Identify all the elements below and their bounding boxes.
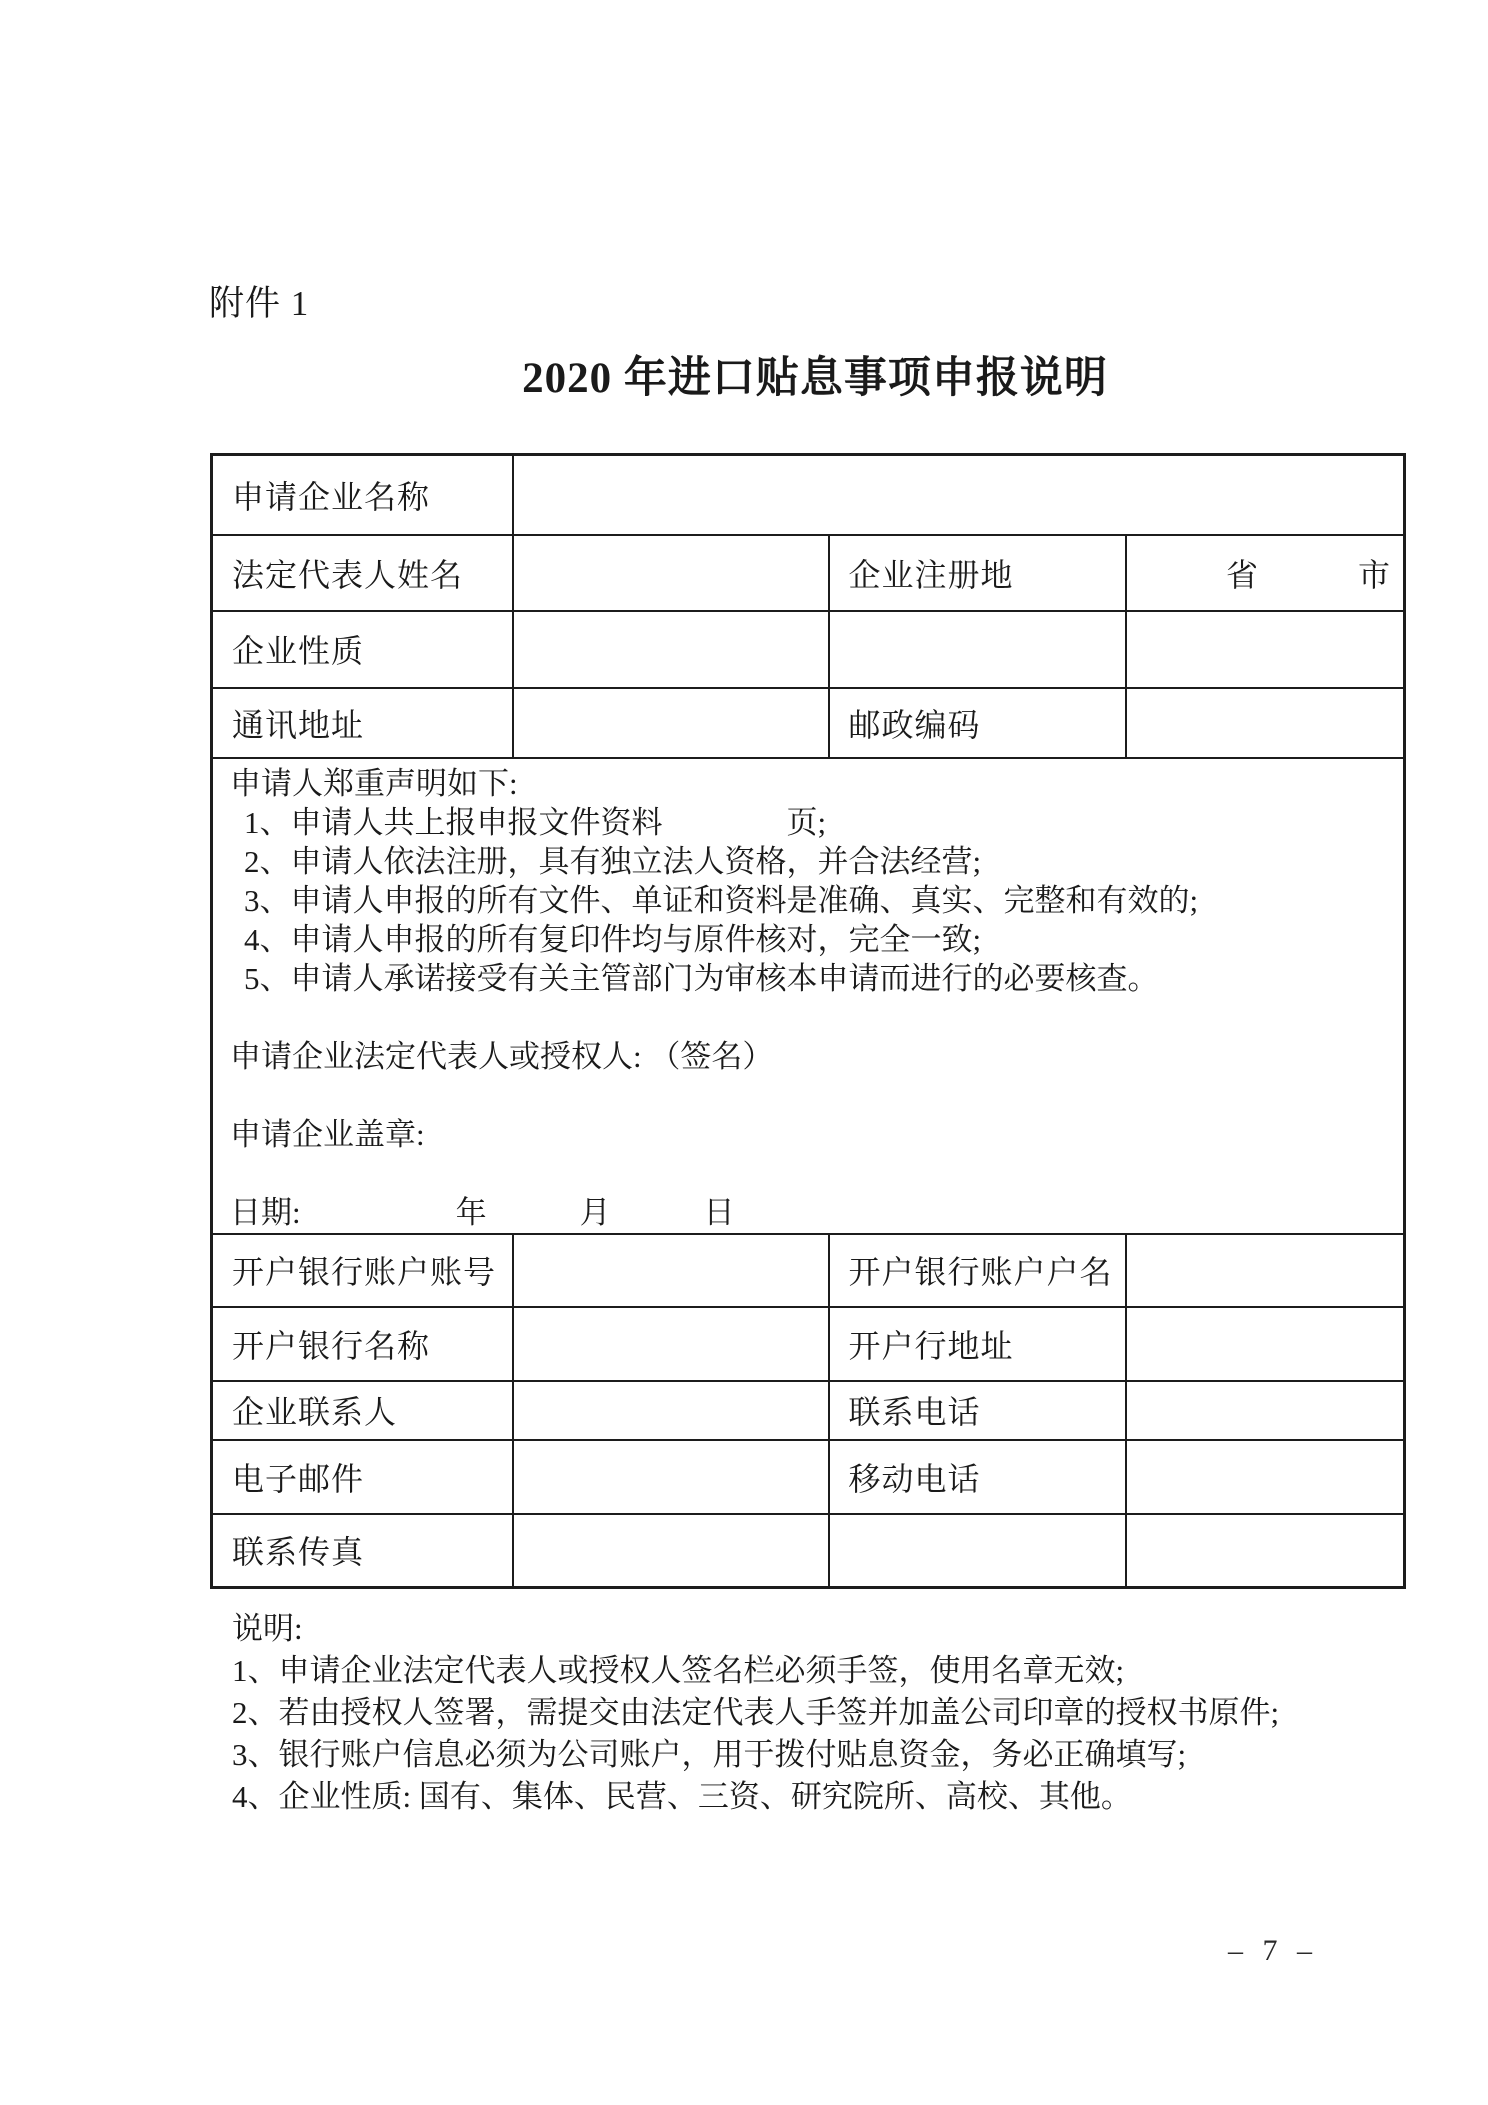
declaration-item: 3、申请人申报的所有文件、单证和资料是准确、真实、完整和有效的;	[244, 883, 1199, 918]
table-row	[212, 535, 1405, 611]
field-input-legal-representative	[513, 535, 829, 611]
field-label-company-name: 申请企业名称	[212, 455, 513, 535]
declaration-item: 4、申请人申报的所有复印件均与原件核对，完全一致;	[244, 922, 982, 957]
field-input-blank	[1126, 1514, 1405, 1588]
table-row	[212, 611, 1405, 688]
field-label-blank	[829, 611, 1126, 688]
field-input-bank-name	[513, 1307, 829, 1381]
table-row	[212, 455, 1405, 535]
field-input-mailing-address	[513, 688, 829, 758]
field-label-contact-person: 企业联系人	[212, 1381, 513, 1440]
declaration-item: 1、申请人共上报申报文件资料 页;	[244, 805, 827, 840]
field-input-mobile-phone	[1126, 1440, 1405, 1514]
application-form-table	[210, 453, 1406, 1589]
field-label-bank-name: 开户银行名称	[212, 1307, 513, 1381]
declaration-item: 5、申请人承诺接受有关主管部门为审核本申请而进行的必要核查。	[244, 961, 1159, 996]
field-label-postal-code: 邮政编码	[829, 688, 1126, 758]
field-label-bank-account-number: 开户银行账户账号	[212, 1234, 513, 1307]
field-input-company-name	[513, 455, 1405, 535]
field-label-contact-phone: 联系电话	[829, 1381, 1126, 1440]
notes-heading: 说明:	[232, 1611, 303, 1646]
note-item: 3、银行账户信息必须为公司账户，用于拨付贴息资金，务必正确填写;	[232, 1737, 1187, 1772]
notes-section	[232, 1608, 1422, 1818]
field-input-blank	[1126, 611, 1405, 688]
table-row	[212, 1234, 1405, 1307]
table-row	[212, 1307, 1405, 1381]
field-input-contact-person	[513, 1381, 829, 1440]
field-input-email	[513, 1440, 829, 1514]
declaration-heading: 申请人郑重声明如下:	[230, 766, 518, 801]
field-label-blank	[829, 1514, 1126, 1588]
field-label-fax: 联系传真	[212, 1514, 513, 1588]
field-label-legal-representative: 法定代表人姓名	[212, 535, 513, 611]
field-input-bank-account-name	[1126, 1234, 1405, 1307]
table-row	[212, 688, 1405, 758]
field-label-mobile-phone: 移动电话	[829, 1440, 1126, 1514]
page-title: 2020 年进口贴息事项申报说明	[522, 355, 1108, 402]
spacer	[230, 1154, 1393, 1193]
field-label-registration-place: 企业注册地	[829, 535, 1126, 611]
date-line: 日期: 年 月 日	[230, 1195, 735, 1230]
field-label-bank-address: 开户行地址	[829, 1307, 1126, 1381]
field-input-bank-account-number	[513, 1234, 829, 1307]
field-label-bank-account-name: 开户银行账户户名	[829, 1234, 1126, 1307]
field-input-fax	[513, 1514, 829, 1588]
note-item: 4、企业性质: 国有、集体、民营、三资、研究院所、高校、其他。	[232, 1779, 1132, 1814]
field-label-email: 电子邮件	[212, 1440, 513, 1514]
spacer	[230, 998, 1393, 1037]
signature-line: 申请企业法定代表人或授权人: （签名）	[230, 1039, 774, 1074]
seal-line: 申请企业盖章:	[230, 1117, 425, 1152]
page-number: – 7 –	[1228, 1934, 1318, 1967]
note-item: 2、若由授权人签署，需提交由法定代表人手签并加盖公司印章的授权书原件;	[232, 1695, 1280, 1730]
field-label-enterprise-type: 企业性质	[212, 611, 513, 688]
spacer	[230, 1076, 1393, 1115]
declaration-section	[212, 758, 1405, 1234]
table-row	[212, 1381, 1405, 1440]
note-item: 1、申请企业法定代表人或授权人签名栏必须手签，使用名章无效;	[232, 1653, 1125, 1688]
field-label-mailing-address: 通讯地址	[212, 688, 513, 758]
declaration-row	[212, 758, 1405, 1234]
table-row	[212, 1440, 1405, 1514]
field-input-contact-phone	[1126, 1381, 1405, 1440]
field-input-postal-code	[1126, 688, 1405, 758]
attachment-label: 附件 1	[209, 284, 310, 323]
field-input-registration-place: 省 市	[1126, 535, 1405, 611]
table-row	[212, 1514, 1405, 1588]
declaration-item: 2、申请人依法注册，具有独立法人资格，并合法经营;	[244, 844, 982, 879]
field-input-bank-address	[1126, 1307, 1405, 1381]
field-input-enterprise-type	[513, 611, 829, 688]
